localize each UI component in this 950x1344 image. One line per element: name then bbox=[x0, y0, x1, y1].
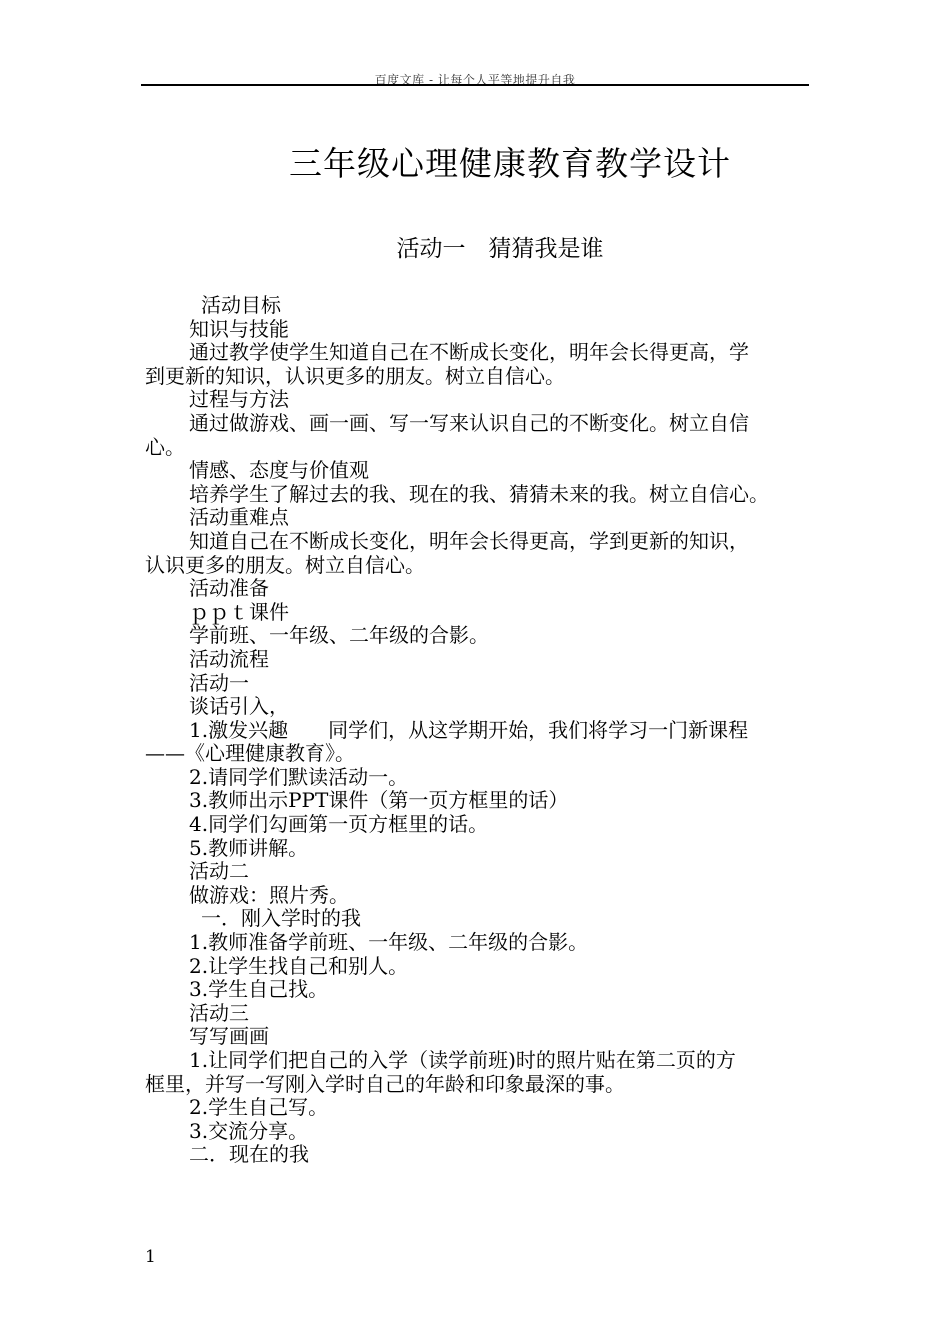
paragraph-line: 写写画画 bbox=[189, 1024, 269, 1049]
paragraph-line: 认识更多的朋友。树立自信心。 bbox=[145, 552, 425, 577]
list-item: 1.激发兴趣 同学们，从这学期开始，我们将学习一门新课程 bbox=[189, 717, 749, 742]
list-item: 2.请同学们默读活动一。 bbox=[189, 764, 409, 789]
document-title: 三年级心理健康教育教学设计 bbox=[289, 144, 731, 183]
paragraph-line: 心。 bbox=[145, 434, 185, 459]
activity-heading: 活动二 bbox=[189, 859, 249, 884]
sub-heading: 知识与技能 bbox=[189, 316, 289, 341]
list-item: 4.同学们勾画第一页方框里的话。 bbox=[189, 812, 489, 837]
sub-heading: 过程与方法 bbox=[189, 387, 289, 412]
sub-heading: 二．现在的我 bbox=[189, 1142, 309, 1167]
paragraph-line: ——《心理健康教育》。 bbox=[145, 741, 355, 766]
section-heading: 活动重难点 bbox=[189, 505, 289, 530]
activity-heading: 活动三 bbox=[189, 1000, 249, 1025]
list-item: 学前班、一年级、二年级的合影。 bbox=[189, 623, 489, 648]
paragraph-line: 框里，并写一写刚入学时自己的年龄和印象最深的事。 bbox=[145, 1071, 625, 1096]
sub-heading: 情感、态度与价值观 bbox=[189, 458, 369, 483]
paragraph-line: 通过教学使学生知道自己在不断成长变化，明年会长得更高，学 bbox=[189, 340, 749, 365]
list-item: 2.学生自己写。 bbox=[189, 1095, 329, 1120]
paragraph-line: 知道自己在不断成长变化，明年会长得更高，学到更新的知识， bbox=[189, 528, 749, 553]
header-rule bbox=[141, 84, 809, 86]
list-item: 3.学生自己找。 bbox=[189, 977, 329, 1002]
list-item: 2.让学生找自己和别人。 bbox=[189, 953, 409, 978]
list-item: 1.教师准备学前班、一年级、二年级的合影。 bbox=[189, 930, 589, 955]
section-heading: 活动流程 bbox=[189, 646, 269, 671]
list-item: 1.让同学们把自己的入学（读学前班)时的照片贴在第二页的方 bbox=[189, 1048, 736, 1072]
paragraph-line: 谈话引入， bbox=[189, 694, 289, 719]
paragraph-line: 到更新的知识，认识更多的朋友。树立自信心。 bbox=[145, 363, 565, 388]
paragraph-line: 通过做游戏、画一画、写一写来认识自己的不断变化。树立自信 bbox=[189, 410, 749, 435]
body-content bbox=[145, 294, 809, 1167]
document-subtitle: 活动一 猜猜我是谁 bbox=[396, 236, 604, 262]
paragraph-line: 培养学生了解过去的我、现在的我、猜猜未来的我。树立自信心。 bbox=[189, 481, 769, 506]
activity-heading: 活动一 bbox=[189, 670, 249, 695]
list-item: ｐｐｔ课件 bbox=[189, 599, 289, 624]
section-heading: 活动准备 bbox=[189, 576, 269, 601]
page-number: 1 bbox=[145, 1247, 156, 1267]
list-item: 3.教师出示PPT课件（第一页方框里的话） bbox=[189, 788, 569, 813]
list-item: 5.教师讲解。 bbox=[189, 835, 309, 860]
list-item: 3.交流分享。 bbox=[189, 1118, 309, 1143]
sub-heading: 一．刚入学时的我 bbox=[201, 906, 361, 931]
paragraph-line: 做游戏：照片秀。 bbox=[189, 882, 349, 907]
header-text: 百度文库 - 让每个人平等地提升自我 bbox=[374, 73, 576, 87]
section-heading: 活动目标 bbox=[201, 293, 281, 317]
